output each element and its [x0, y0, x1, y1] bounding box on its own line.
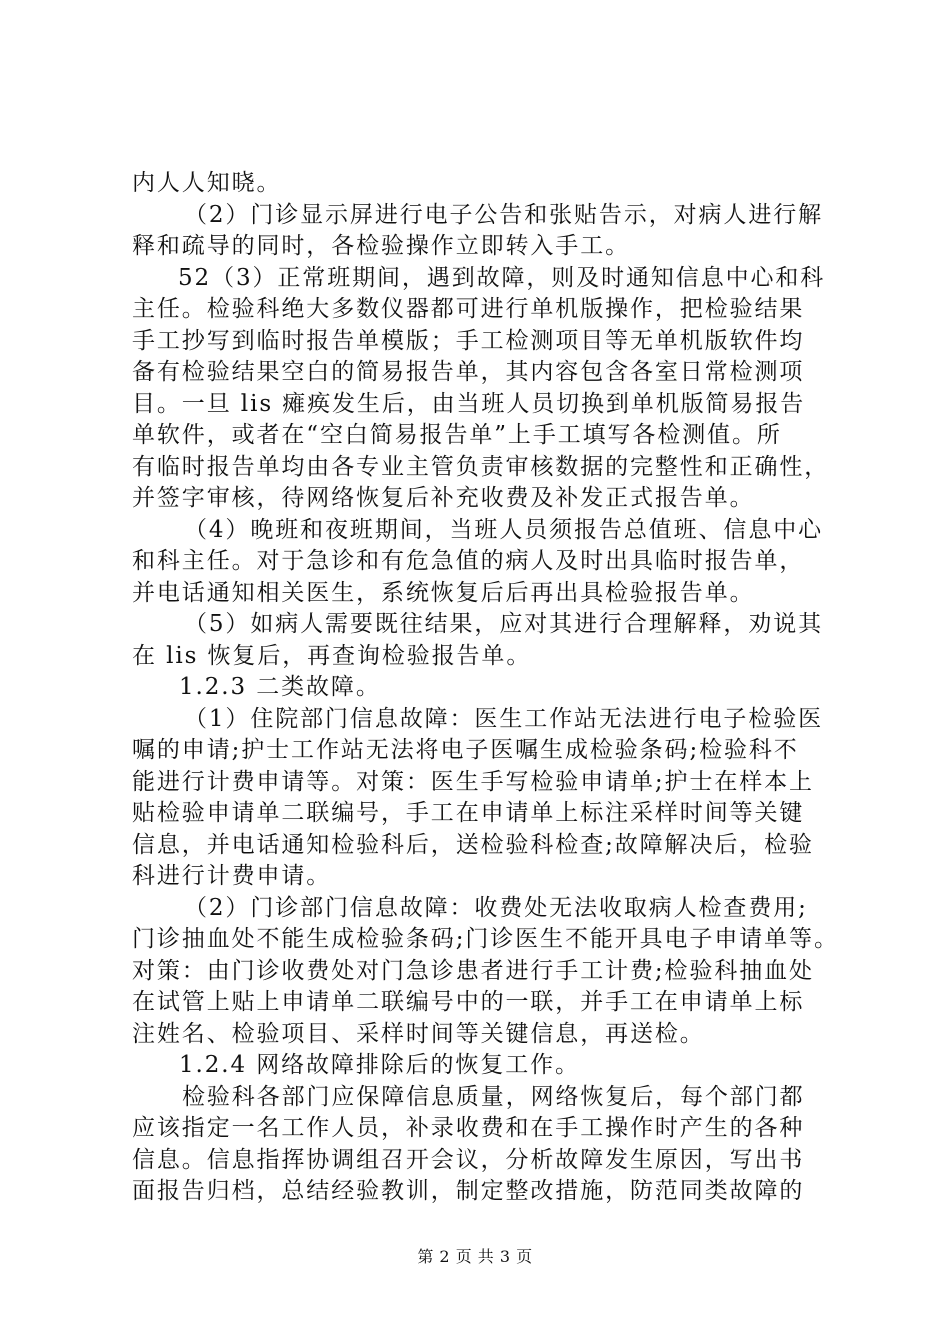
text-line: 和科主任。对于急诊和有危急值的病人及时出具临时报告单， — [132, 548, 805, 574]
text-line: 嘱的申请;护士工作站无法将电子医嘱生成检验条码;检验科不 — [132, 737, 799, 763]
text-line: 对策：由门诊收费处对门急诊患者进行手工计费;检验科抽血处 — [132, 957, 814, 984]
text-line: （2）门诊显示屏进行电子公告和张贴告示，对病人进行解 — [184, 201, 824, 228]
text-line: （5）如病人需要既往结果，应对其进行合理解释，劝说其 — [184, 611, 824, 637]
text-line: 52（3）正常班期间，遇到故障，则及时通知信息中心和科 — [178, 264, 826, 291]
text-line: 内人人知晓。 — [132, 170, 282, 196]
text-line: （1）住院部门信息故障：医生工作站无法进行电子检验医 — [184, 705, 824, 732]
text-line: 释和疏导的同时，各检验操作立即转入手工。 — [132, 233, 630, 259]
text-line: 信息。信息指挥协调组召开会议，分析故障发生原因，写出书 — [132, 1146, 805, 1173]
text-line: 在 lis 恢复后，再查询检验报告单。 — [132, 642, 532, 669]
text-line: 信息，并电话通知检验科后，送检验科检查;故障解决后，检验 — [132, 831, 814, 858]
text-line: 备有检验结果空白的简易报告单，其内容包含各室日常检测项 — [132, 359, 805, 385]
text-line: （2）门诊部门信息故障：收费处无法收取病人检查费用; — [184, 894, 808, 921]
text-line: 贴检验申请单二联编号，手工在申请单上标注采样时间等关键 — [132, 800, 805, 826]
text-line: 应该指定一名工作人员，补录收费和在手工操作时产生的各种 — [132, 1115, 805, 1141]
text-line: 目。一旦 lis 瘫痪发生后，由当班人员切换到单机版简易报告 — [132, 390, 806, 417]
text-line: 门诊抽血处不能生成检验条码;门诊医生不能开具电子申请单等。 — [132, 926, 839, 952]
page-number-footer: 第 2 页 共 3 页 — [417, 1247, 533, 1266]
text-line: 注姓名、检验项目、采样时间等关键信息，再送检。 — [132, 1020, 705, 1047]
text-line: 在试管上贴上申请单二联编号中的一联，并手工在申请单上标 — [132, 989, 805, 1015]
text-line: 手工抄写到临时报告单模版；手工检测项目等无单机版软件均 — [132, 327, 805, 354]
text-line: 面报告归档，总结经验教训，制定整改措施，防范同类故障的 — [132, 1178, 805, 1204]
text-line: 主任。检验科绝大多数仪器都可进行单机版操作，把检验结果 — [132, 296, 805, 322]
section-heading: 1.2.4 网络故障排除后的恢复工作。 — [179, 1052, 580, 1078]
text-line: 科进行计费申请。 — [132, 863, 332, 889]
text-line: 并签字审核，待网络恢复后补充收费及补发正式报告单。 — [132, 485, 755, 511]
text-line: 有临时报告单均由各专业主管负责审核数据的完整性和正确性， — [132, 453, 830, 480]
text-line: 并电话通知相关医生，系统恢复后后再出具检验报告单。 — [132, 579, 755, 606]
text-line: 能进行计费申请等。对策：医生手写检验申请单;护士在样本上 — [132, 768, 814, 795]
text-line: 检验科各部门应保障信息质量，网络恢复后，每个部门都 — [182, 1083, 805, 1110]
document-body — [132, 168, 840, 1208]
section-heading: 1.2.3 二类故障。 — [179, 674, 381, 700]
text-line: （4）晚班和夜班期间，当班人员须报告总值班、信息中心 — [184, 516, 824, 543]
text-line: 单软件，或者在“空白简易报告单”上手工填写各检测值。所 — [132, 422, 782, 448]
